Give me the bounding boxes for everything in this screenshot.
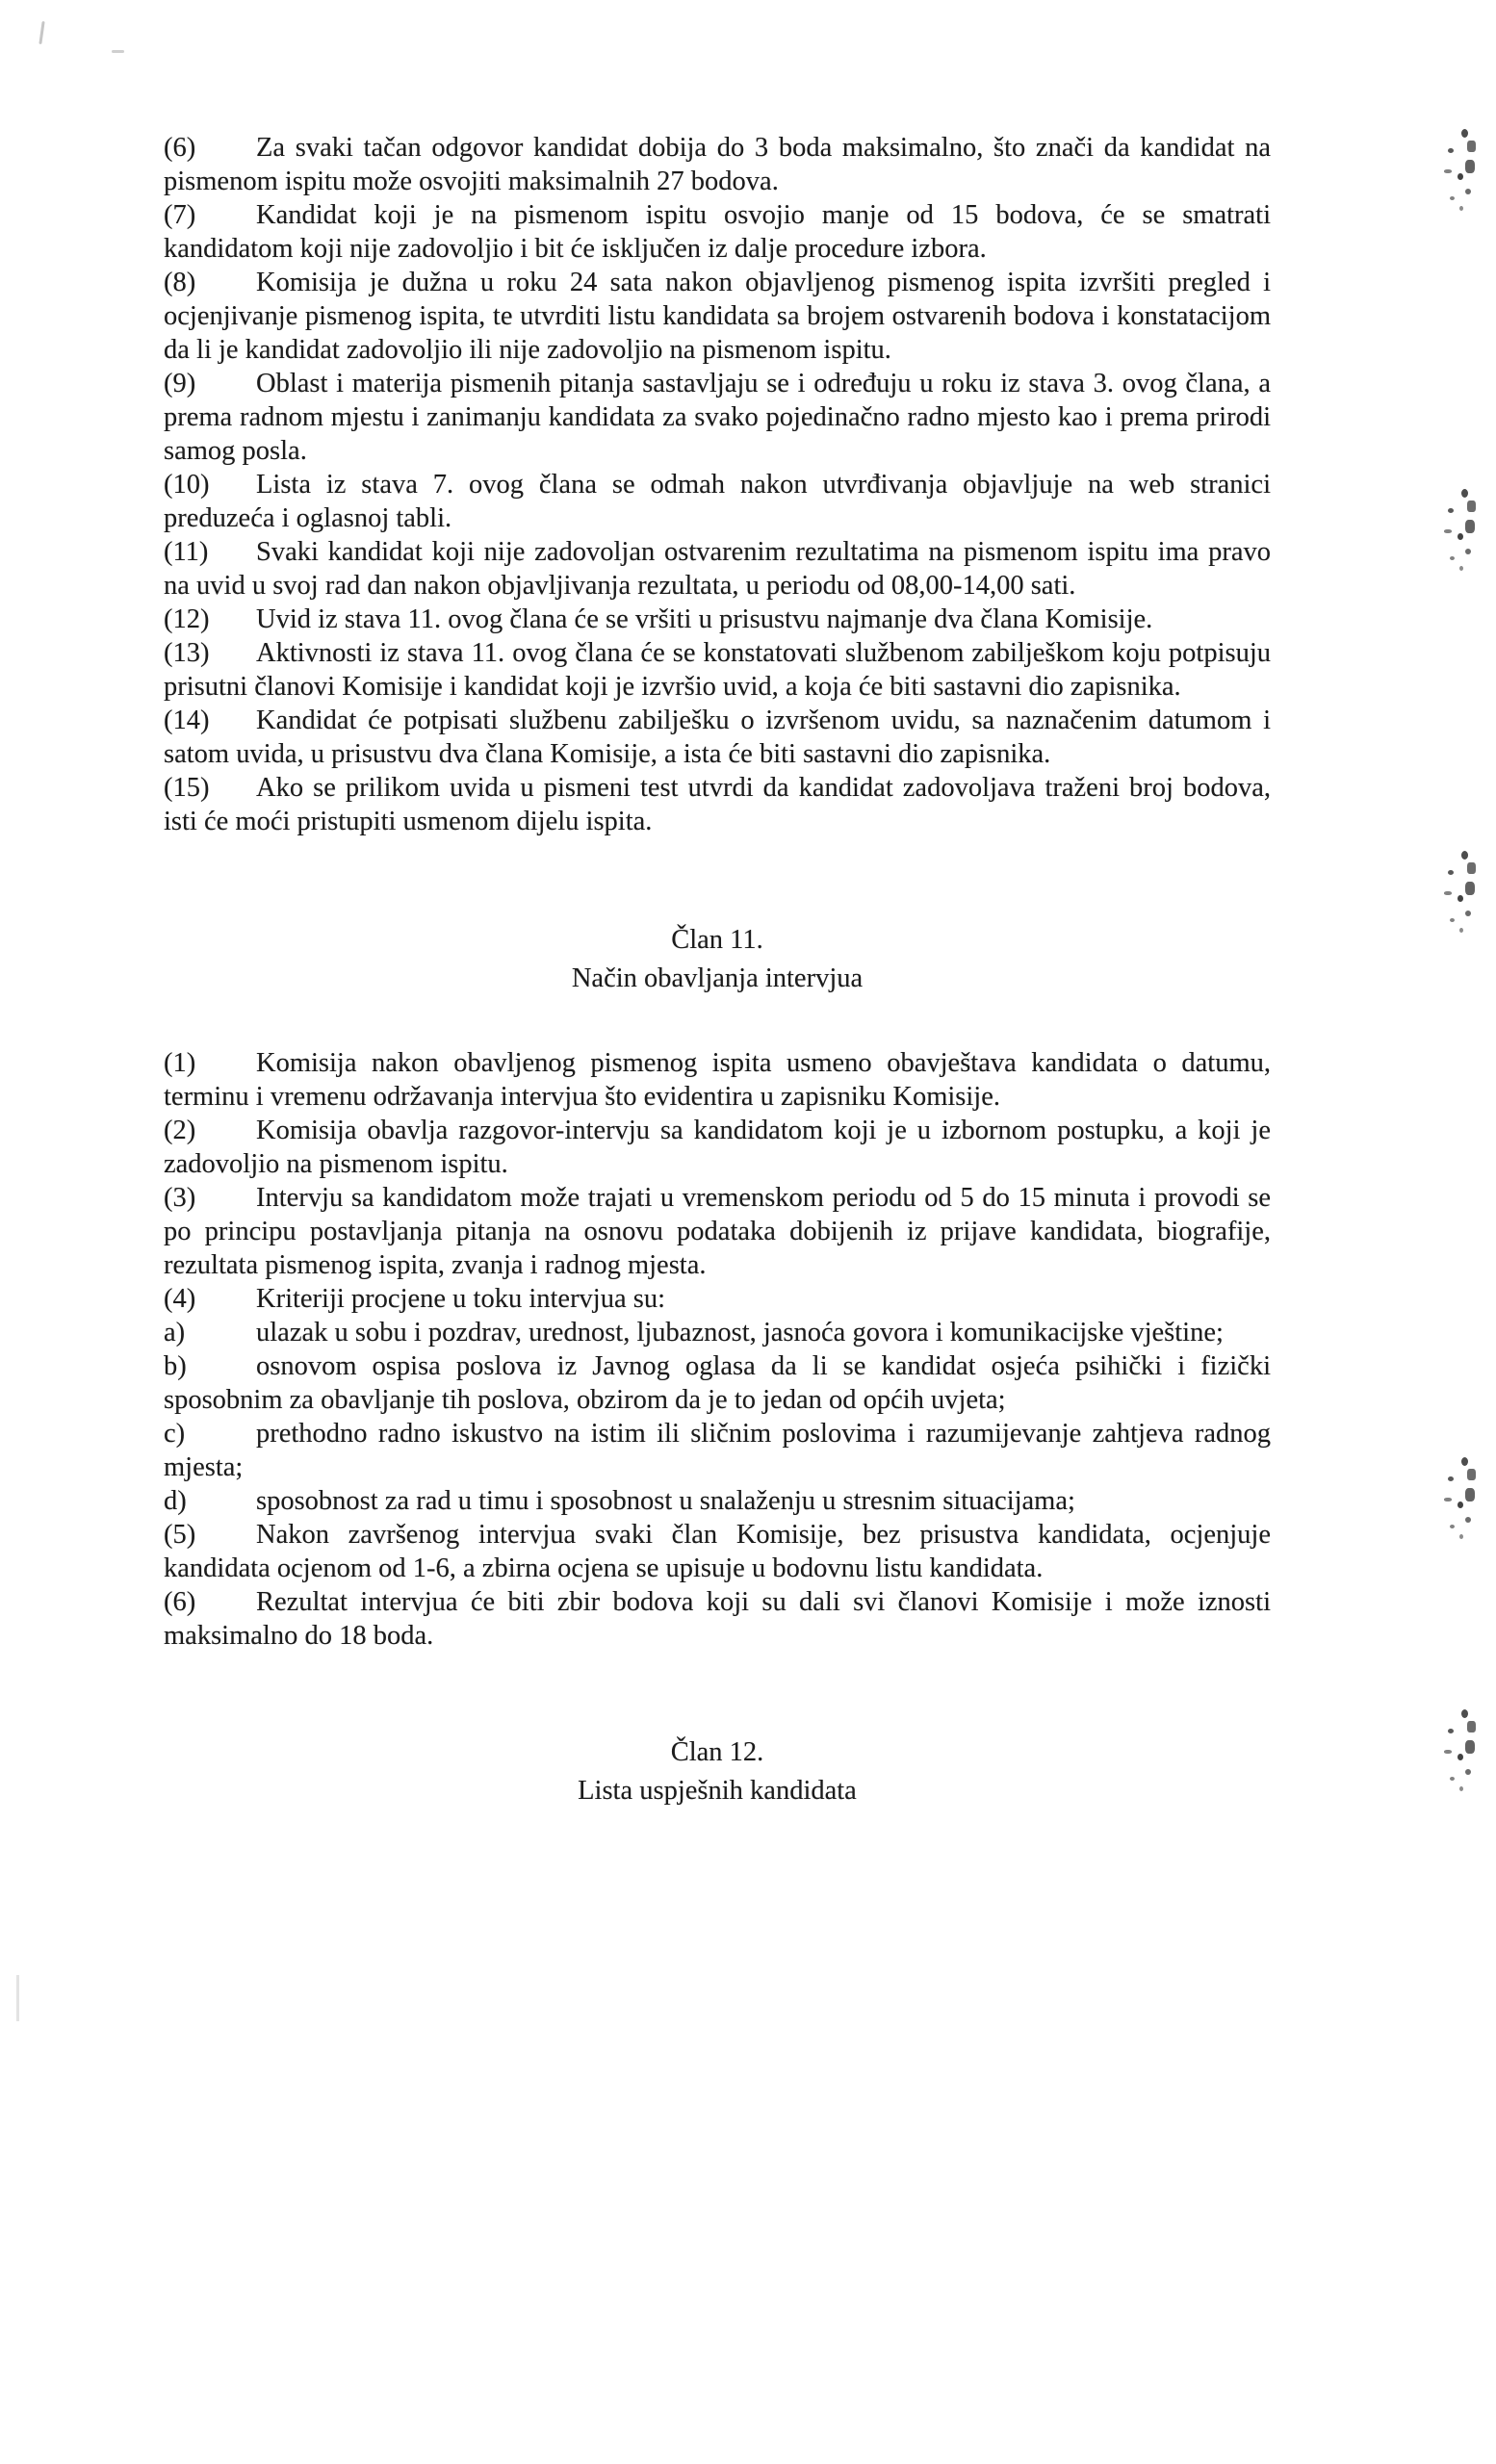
paragraph-text: Svaki kandidat koji nije zadovoljan ostvarenim rezultatima na pismenom ispitu ima pravo na uvid u svoj rad dan nakon objavljivanja rezultata, u periodu od 08,00-14,00 sati. [164,537,1271,601]
document-body [164,131,1271,1810]
paragraph [164,1046,1271,1114]
paragraph-number: (4) [164,1284,196,1314]
paragraph-text: Oblast i materija pismenih pitanja sastavljaju se i određuju u roku iz stava 3. ovog člana, a prema radnom mjestu i zanimanju kandidata za svako pojedinačno radno mjesto kao i prema prirodi samog posla. [164,369,1271,466]
paragraph-text: osnovom ospisa poslova iz Javnog oglasa da li se kandidat osjeća psihički i fizički sposobnim za obavljanje tih poslova, obzirom da je to jedan od općih uvjeta; [164,1351,1271,1415]
paragraph-number: (6) [164,1587,196,1617]
paragraph-number: (11) [164,537,209,567]
paragraph-text: Kandidat će potpisati službenu zabilješku o izvršenom uvidu, sa naznačenim datumom i satom uvida, u prisustvu dva člana Komisije, a ista će biti sastavni dio zapisnika. [164,706,1271,769]
paragraph [164,198,1271,266]
paragraph [164,1417,1271,1484]
paragraph-number: (5) [164,1520,196,1550]
paragraph-text: prethodno radno iskustvo na istim ili sličnim poslovima i razumijevanje zahtjeva radnog mjesta; [164,1419,1271,1482]
paragraph-number: (7) [164,200,196,230]
paragraph [164,1316,1271,1349]
paragraph-text: ulazak u sobu i pozdrav, urednost, ljubaznost, jasnoća govora i komunikacijske vještine; [256,1318,1224,1348]
paragraph-number: (2) [164,1116,196,1145]
article-heading-clan-12 [164,1733,1271,1810]
paragraph-text: Nakon završenog intervjua svaki član Komisije, bez prisustva kandidata, ocjenjuje kandidata ocjenom od 1-6, a zbirna ocjena se upisuje u bodovnu listu kandidata. [164,1520,1271,1583]
paragraph-number: a) [164,1318,186,1348]
article-heading-clan-11 [164,921,1271,998]
paragraph [164,1518,1271,1585]
paragraph-number: (10) [164,470,210,500]
paragraph-number: (14) [164,706,210,735]
paragraph-number: (8) [164,268,196,297]
paragraph-text: Intervju sa kandidatom može trajati u vremenskom periodu od 5 do 15 minuta i provodi se po principu postavljanja pitanja na osnovu podataka dobijenih iz prijave kandidata, biografije, rezultata pismenog ispita, zvanja i radnog mjesta. [164,1183,1271,1280]
article-subtitle: Način obavljanja intervjua [571,963,864,993]
paragraph [164,771,1271,838]
paragraph [164,636,1271,704]
paragraph [164,704,1271,771]
paragraph [164,1114,1271,1181]
paragraph [164,367,1271,468]
paragraph [164,1349,1271,1417]
paragraph-number: b) [164,1351,187,1381]
article-subtitle: Lista uspješnih kandidata [578,1776,857,1806]
paragraph [164,1585,1271,1653]
paragraph [164,1484,1271,1518]
scan-artifact [1436,1704,1481,1796]
paragraph-number: d) [164,1486,187,1516]
section-interview-paragraphs [164,1046,1271,1653]
scan-artifact [1436,1451,1481,1544]
paragraph-text: Komisija nakon obavljenog pismenog ispita usmeno obavještava kandidata o datumu, terminu i vremenu održavanja intervjua što evidentira u zapisniku Komisije. [164,1048,1271,1112]
paragraph-text: Komisija je dužna u roku 24 sata nakon objavljenog pismenog ispita izvršiti pregled i ocjenjivanje pismenog ispita, te utvrditi listu kandidata sa brojem ostvarenih bodova i konstatacijom da li je kandidat zadovoljio ili nije zadovoljio na pismenom ispitu. [164,268,1271,365]
paragraph-text: Za svaki tačan odgovor kandidat dobija do 3 boda maksimalno, što znači da kandidat na pismenom ispitu može osvojiti maksimalnih 27 bodova. [164,133,1271,196]
paragraph-text: Rezultat intervjua će biti zbir bodova koji su dali svi članovi Komisije i može iznosti maksimalno do 18 boda. [164,1587,1271,1651]
paragraph [164,535,1271,603]
paragraph [164,1282,1271,1316]
article-number: Član 11. [671,925,763,955]
paragraph [164,266,1271,367]
paragraph-number: (6) [164,133,196,163]
paragraph [164,468,1271,535]
paragraph-text: Kandidat koji je na pismenom ispitu osvojio manje od 15 bodova, će se smatrati kandidatom koji nije zadovoljio i bit će isključen iz dalje procedure izbora. [164,200,1271,264]
scan-speck-icon [112,50,124,53]
scan-line-artifact [16,1975,19,2021]
scan-speck-icon [39,21,44,44]
paragraph-number: (15) [164,773,210,803]
article-number: Član 12. [670,1737,764,1767]
paragraph-text: Ako se prilikom uvida u pismeni test utvrdi da kandidat zadovoljava traženi broj bodova, isti će moći pristupiti usmenom dijelu ispita. [164,773,1271,836]
paragraph-text: Uvid iz stava 11. ovog člana će se vršiti u prisustvu najmanje dva člana Komisije. [256,604,1153,634]
paragraph [164,1181,1271,1282]
paragraph-text: Komisija obavlja razgovor-intervju sa kandidatom koji je u izbornom postupku, a koji je zadovoljio na pismenom ispitu. [164,1116,1271,1179]
paragraph-number: (13) [164,638,210,668]
scan-artifact [1436,483,1481,576]
section-written-exam-paragraphs [164,131,1271,838]
paragraph-text: Lista iz stava 7. ovog člana se odmah nakon utvrđivanja objavljuje na web stranici preduzeća i oglasnoj tabli. [164,470,1271,533]
paragraph-number: (3) [164,1183,196,1213]
paragraph-number: (9) [164,369,196,398]
paragraph-number: (12) [164,604,210,634]
scan-artifact [1436,845,1481,937]
paragraph-text: Kriteriji procjene u toku intervjua su: [256,1284,666,1314]
scan-artifact [1436,123,1481,216]
paragraph-number: (1) [164,1048,196,1078]
paragraph [164,131,1271,198]
paragraph-text: sposobnost za rad u timu i sposobnost u snalaženju u stresnim situacijama; [256,1486,1075,1516]
paragraph-text: Aktivnosti iz stava 11. ovog člana će se konstatovati službenom zabilješkom koju potpisuju prisutni članovi Komisije i kandidat koji je izvršio uvid, a koja će biti sastavni dio zapisnika. [164,638,1271,702]
paragraph [164,603,1271,636]
paragraph-number: c) [164,1419,186,1449]
